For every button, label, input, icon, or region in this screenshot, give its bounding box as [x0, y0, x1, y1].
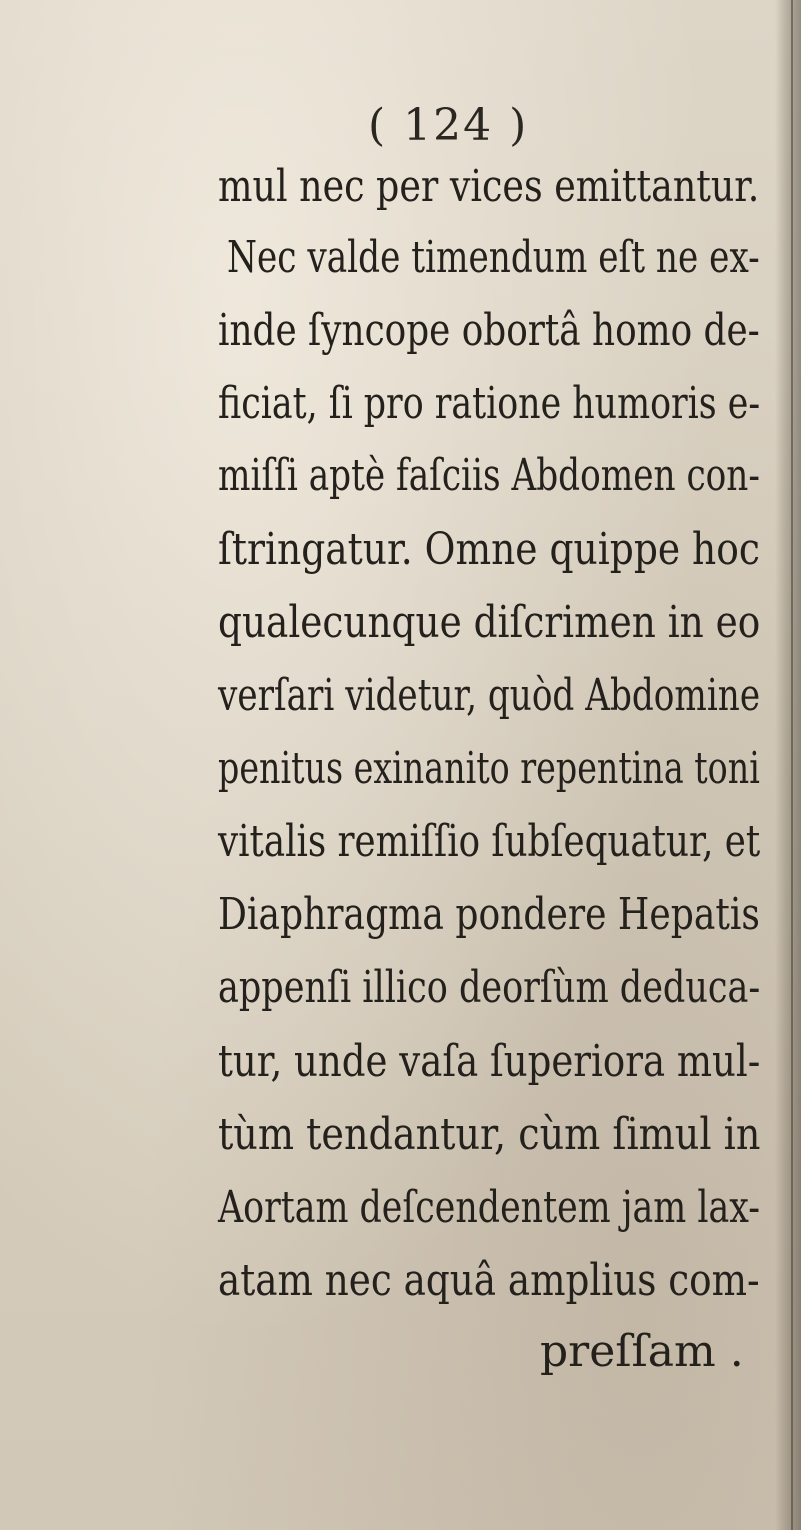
text-line: tùm tendantur, cùm ſimul in: [218, 1109, 761, 1160]
text-line: vitalis remiſſio ſubſequatur, et: [218, 816, 761, 867]
text-line: Aortam deſcendentem jam lax-: [218, 1182, 760, 1233]
text-line: miſſi aptè faſciis Abdomen con-: [218, 450, 760, 501]
text-line: ſtringatur. Omne quippe hoc: [218, 524, 760, 575]
text-line: penitus exinanito repentina toni: [218, 743, 760, 794]
text-line: Nec valde timendum eſt ne ex-: [227, 232, 760, 283]
text-line: verſari videtur, quòd Abdomine: [218, 670, 761, 721]
text-line: qualecunque diſcrimen in eo: [218, 597, 761, 648]
text-line: appenſi illico deorſùm deduca-: [218, 962, 761, 1013]
text-line: preſſam .: [540, 1326, 744, 1377]
text-line: ficiat, ſi pro ratione humoris e-: [218, 378, 761, 429]
text-line: Diaphragma pondere Hepatis: [218, 889, 760, 940]
text-line: inde ſyncope obortâ homo de-: [218, 305, 760, 356]
text-line: mul nec per vices emittantur.: [218, 161, 760, 212]
text-line: atam nec aquâ amplius com-: [218, 1255, 760, 1306]
page-number: ( 124 ): [368, 100, 529, 151]
text-line: tur, unde vaſa ſuperiora mul-: [218, 1036, 761, 1087]
